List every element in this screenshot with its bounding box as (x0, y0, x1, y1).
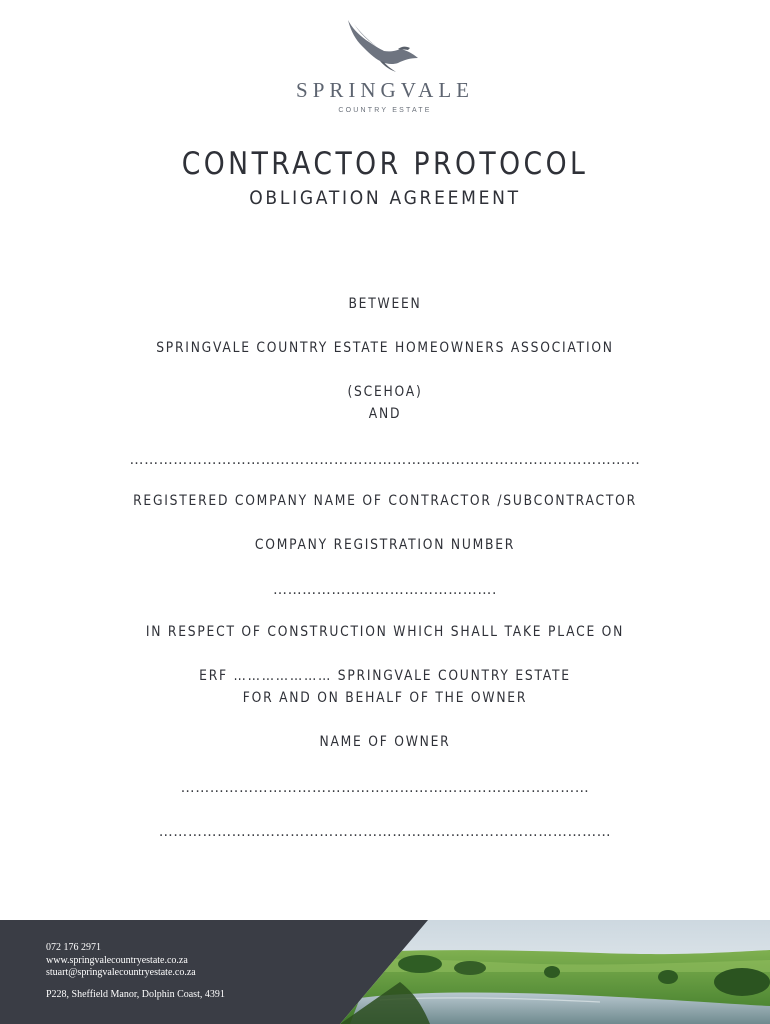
party-one-name: SPRINGVALE COUNTRY ESTATE HOMEOWNERS ASSOCIATION (156, 340, 614, 356)
brand-name: SPRINGVALE (296, 78, 474, 102)
registration-number-label: COMPANY REGISTRATION NUMBER (254, 537, 516, 553)
contact-email: stuart@springvalecountryestate.co.za (46, 967, 196, 978)
owner-name-label: NAME OF OWNER (319, 734, 451, 750)
contact-details (46, 942, 225, 1001)
contractor-name-blank: …………………………………………………………………………………………… (129, 452, 641, 468)
party-one-abbreviation: (SCEHOA) (347, 384, 423, 400)
contact-website: www.springvalecountryestate.co.za (46, 954, 188, 966)
contact-address: P228, Sheffield Manor, Dolphin Coast, 4391 (46, 988, 225, 1000)
registration-number-blank: ………………………………………. (272, 582, 498, 598)
owner-name-blank-2: ………………………………………………………………………………… (158, 824, 612, 840)
footer (0, 920, 770, 1024)
and-label: AND (368, 406, 402, 422)
document-subtitle: OBLIGATION AGREEMENT (249, 187, 521, 209)
contact-phone: 072 176 2971 (46, 942, 101, 953)
estate-logo (0, 18, 770, 114)
erf-line: ERF ………………… SPRINGVALE COUNTRY ESTATE (199, 668, 571, 684)
brand-tagline: COUNTRY ESTATE (338, 107, 432, 114)
construction-label: IN RESPECT OF CONSTRUCTION WHICH SHALL TAKE PLACE ON (145, 624, 625, 640)
eagle-icon (340, 18, 430, 74)
owner-behalf-line: FOR AND ON BEHALF OF THE OWNER (242, 690, 528, 706)
document-title: CONTRACTOR PROTOCOL (181, 146, 589, 182)
owner-name-blank-1: ………………………………………………………………………… (180, 780, 590, 796)
contractor-name-label: REGISTERED COMPANY NAME OF CONTRACTOR /SUBCONTRACTOR (133, 493, 637, 509)
between-label: BETWEEN (348, 296, 422, 312)
